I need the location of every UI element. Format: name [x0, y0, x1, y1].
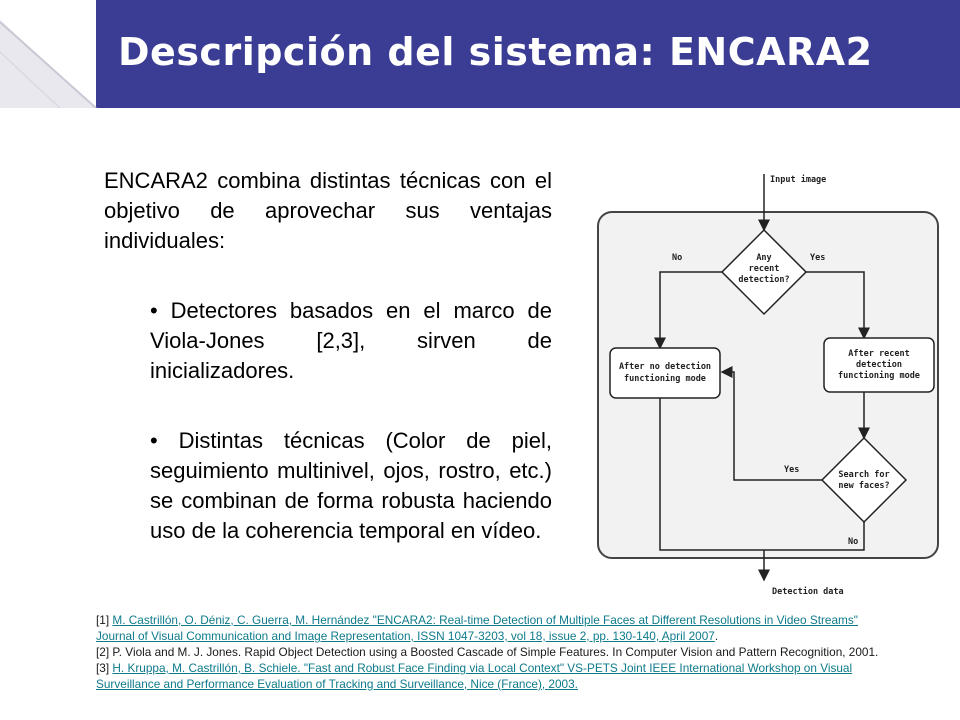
decision1-line1: Any [756, 253, 772, 263]
no2-label: No [848, 537, 859, 547]
decision2-line2: new faces? [838, 481, 890, 491]
reference-3 [96, 660, 896, 692]
references [96, 612, 896, 692]
bullet-viola-jones: • Detectores basados en el marco de Viola-Jones [2,3], sirven de inicializadores. [150, 298, 552, 383]
decision1-line3: detection? [738, 275, 790, 285]
reference-1 [96, 612, 896, 644]
ref1-number: [1] [96, 613, 110, 627]
ref1-end: . [714, 629, 719, 643]
output-label: Detection data [772, 587, 844, 597]
box-right-line2: detection [855, 360, 903, 370]
intro-paragraph: ENCARA2 combina distintas técnicas con el objetivo de aprovechar sus ventajas individuales: [104, 168, 552, 253]
ref3-number: [3] [96, 661, 110, 675]
yes-label: Yes [810, 253, 826, 263]
bullet-techniques: • Distintas técnicas (Color de piel, seguimiento multinivel, ojos, rostro, etc.) se combinan de forma robusta haciendo uso de la coherencia temporal en vídeo. [150, 428, 552, 543]
page-title: Descripción del sistema: ENCARA2 [118, 30, 873, 74]
box-right-line1: After recent [848, 349, 910, 359]
box-left-line1: After no detection [618, 362, 712, 372]
ref3-link[interactable]: H. Kruppa, M. Castrillón, B. Schiele. "Fast and Robust Face Finding via Local Context" VS-PETS Joint IEEE International Workshop on Visual Surveillance and Performance Evaluation of Tracking and Surveillance, Nice (France), 2003. [96, 661, 853, 691]
title-banner [0, 0, 960, 108]
ref1-link[interactable]: M. Castrillón, O. Déniz, C. Guerra, M. Hernández "ENCARA2: Real-time Detection of Multiple Faces at Different Resolutions in Video Streams" Journal of Visual Communication and Image Representation, ISSN 1047-3203, vol 18, issue 2, pp. 130-140, April 2007 [96, 613, 858, 643]
no-label: No [672, 253, 683, 263]
box-no-detection [610, 348, 720, 398]
input-label: Input image [770, 175, 827, 185]
box-left-line2: functioning mode [624, 374, 706, 384]
yes2-label: Yes [784, 465, 800, 475]
flow-diagram [588, 168, 950, 600]
reference-2: [2] P. Viola and M. J. Jones. Rapid Object Detection using a Boosted Cascade of Simple Features. In Computer Vision and Pattern Recognition, 2001. [96, 645, 879, 659]
box-right-line3: functioning mode [838, 371, 920, 381]
decision2-line1: Search for [838, 470, 890, 480]
decision1-line2: recent [748, 264, 780, 274]
